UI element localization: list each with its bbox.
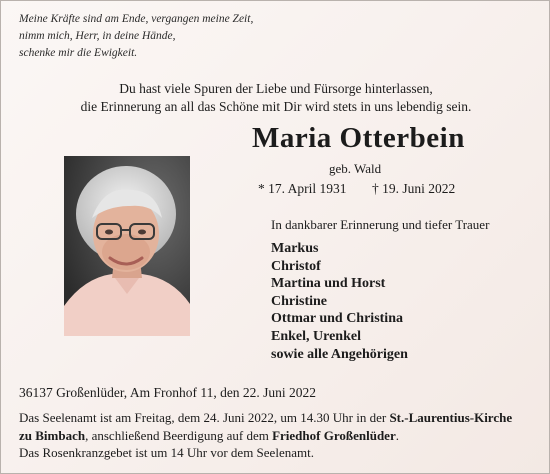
tribute-line: Du hast viele Spuren der Liebe und Fürsorge hinterlassen, <box>119 81 433 96</box>
service-info <box>19 409 535 445</box>
poem <box>19 11 253 62</box>
service-line-1 <box>19 409 535 427</box>
birth-date: * 17. April 1931 <box>258 181 347 196</box>
service-text: Das Seelenamt ist am Freitag, dem 24. Juni 2022, um 14.30 Uhr in der <box>19 410 390 425</box>
maiden-name: geb. Wald <box>329 161 382 176</box>
mourner-name: Ottmar und Christina <box>271 311 403 327</box>
mourner-name: Christof <box>271 258 321 274</box>
service-text: . <box>395 428 399 443</box>
mourner-name: Martina und Horst <box>271 276 386 292</box>
mourning-line: In dankbarer Erinnerung und tiefer Trauer <box>271 217 490 232</box>
service-line-2 <box>19 427 535 445</box>
mourners-list <box>271 240 408 363</box>
portrait-illustration <box>64 156 190 336</box>
church-name: St.-Laurentius-Kirche <box>389 410 513 425</box>
portrait-photo <box>64 156 190 336</box>
tribute-text <box>1 80 550 116</box>
poem-line: Meine Kräfte sind am Ende, vergangen meine Zeit, <box>19 13 254 25</box>
poem-line: schenke mir die Ewigkeit. <box>19 47 138 59</box>
mourner-name: sowie alle Angehörigen <box>271 346 408 362</box>
poem-line: nimm mich, Herr, in deine Hände, <box>19 30 176 42</box>
death-date: † 19. Juni 2022 <box>372 181 456 196</box>
church-location: zu Bimbach <box>19 428 86 443</box>
address-line: 36137 Großenlüder, Am Fronhof 11, den 22. Juni 2022 <box>19 385 317 400</box>
service-text: , anschließend Beerdigung auf dem <box>85 428 273 443</box>
life-dates <box>258 181 456 197</box>
rosary-line: Das Rosenkranzgebet ist um 14 Uhr vor dem Seelenamt. <box>19 445 314 460</box>
deceased-name: Maria Otterbein <box>252 122 465 154</box>
mourner-name: Enkel, Urenkel <box>271 328 361 344</box>
mourner-name: Markus <box>271 241 319 256</box>
tribute-line: die Erinnerung an all das Schöne mit Dir wird stets in uns lebendig sein. <box>80 99 472 114</box>
mourner-name: Christine <box>271 293 327 309</box>
cemetery-name: Friedhof Großenlüder <box>272 428 396 443</box>
